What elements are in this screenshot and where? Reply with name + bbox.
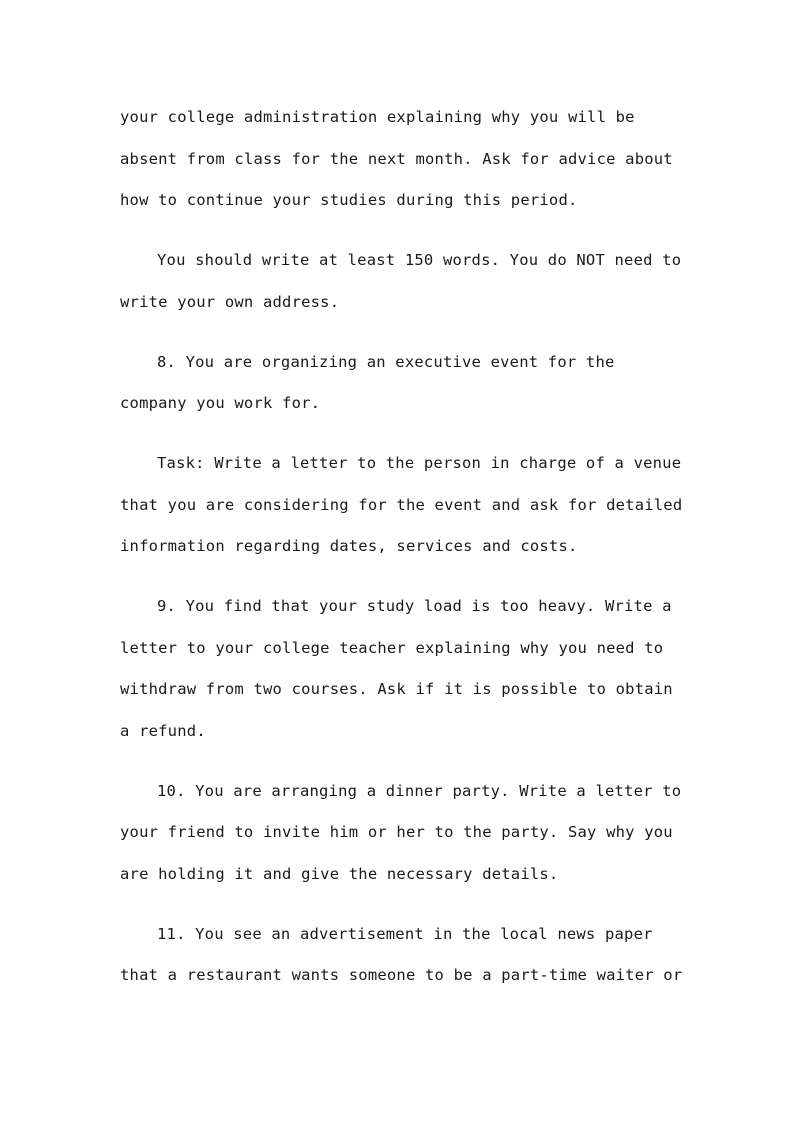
- text-line: a refund.: [120, 721, 206, 740]
- paragraph-item-9: [120, 591, 680, 757]
- text-line: You should write at least 150 words. You do NOT need to: [157, 251, 682, 269]
- text-line: 9. You find that your study load is too heavy. Write a: [157, 597, 672, 615]
- text-line: 8. You are organizing an executive event for the: [157, 352, 615, 371]
- paragraph-item-8: [120, 347, 680, 430]
- paragraph-continuation: [120, 102, 680, 227]
- text-line: your friend to invite him or her to the party. Say why you: [120, 823, 673, 841]
- text-line: write your own address.: [120, 292, 340, 311]
- paragraph-task: [120, 448, 683, 573]
- text-line: your college administration explaining why you will be: [120, 108, 635, 126]
- text-line: information regarding dates, services and costs.: [120, 537, 578, 555]
- paragraph-word-requirement: [120, 245, 680, 328]
- text-line: withdraw from two courses. Ask if it is possible to obtain: [120, 680, 673, 698]
- text-line: Task: Write a letter to the person in charge of a venue: [157, 454, 682, 472]
- text-line: absent from class for the next month. Ask for advice about: [120, 149, 673, 168]
- text-line: are holding it and give the necessary details.: [120, 864, 559, 883]
- text-line: 11. You see an advertisement in the local news paper: [157, 924, 653, 943]
- text-line: that you are considering for the event and ask for detailed: [120, 495, 683, 514]
- text-line: how to continue your studies during this period.: [120, 191, 578, 209]
- text-line: that a restaurant wants someone to be a part-time waiter or: [120, 966, 683, 984]
- text-line: letter to your college teacher explaining why you need to: [120, 638, 664, 657]
- paragraph-item-11: [120, 919, 683, 1002]
- document-body: [120, 102, 683, 1020]
- text-line: 10. You are arranging a dinner party. Write a letter to: [157, 781, 682, 800]
- text-line: company you work for.: [120, 394, 321, 412]
- paragraph-item-10: [120, 776, 680, 901]
